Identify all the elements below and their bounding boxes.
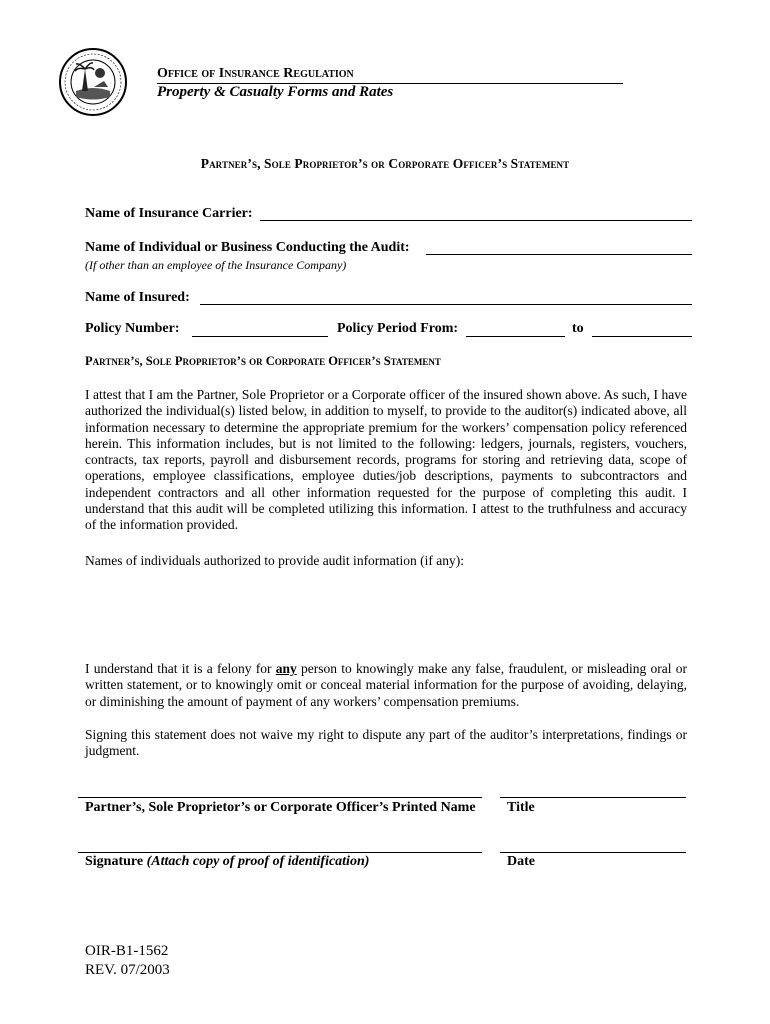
conductor-label: Name of Individual or Business Conducting the Audit: xyxy=(85,240,410,255)
date-line[interactable] xyxy=(500,852,686,853)
signature-label: Signature (Attach copy of proof of identification) xyxy=(85,854,370,869)
title-line[interactable] xyxy=(500,797,686,798)
names-authorized-paragraph: Names of individuals authorized to provide audit information (if any): xyxy=(85,553,465,568)
printed-name-label: Partner’s, Sole Proprietor’s or Corporate Officer’s Printed Name xyxy=(85,800,476,815)
date-label: Date xyxy=(507,854,535,869)
policy-from-input-line[interactable] xyxy=(466,336,565,337)
form-revision: REV. 07/2003 xyxy=(85,962,170,978)
printed-name-line[interactable] xyxy=(78,797,482,798)
title-label: Title xyxy=(507,800,535,815)
attest-paragraph: I attest that I am the Partner, Sole Proprietor or a Corporate officer of the insured shown above. As such, I have authorized the individual(s) listed below, in addition to myself, to provide to the auditor(s) indicated above, all information necessary to determine the appropriate premium for the workers’ compensation policy referenced herein. This information includes, but is not limited to the following: ledgers, journals, registers, vouchers, contracts, tax reports, payroll and disbursement records, programs for storing and retrieving data, scope of operations, employee classifications, employee duties/job descriptions, payments to subcontractors and independent contractors and all other information requested for the purpose of completing this audit. I understand that this audit will be completed utilizing this information. I attest to the truthfulness and accuracy of the information provided. xyxy=(85,387,687,533)
policy-number-input-line[interactable] xyxy=(192,336,328,337)
felony-paragraph: I understand that it is a felony for any person to knowingly make any false, fraudulent, or misleading oral or written statement, or to knowingly omit or conceal material information for the purpose of avoiding, delaying, or diminishing the amount of payment of any workers’ compensation premiums. xyxy=(85,661,688,709)
conductor-input-line[interactable] xyxy=(426,254,692,255)
state-seal-logo xyxy=(58,47,128,117)
signature-note: (Attach copy of proof of identification) xyxy=(146,854,370,869)
signing-paragraph: Signing this statement does not waive my right to dispute any part of the auditor’s interpretations, findings or judgment. xyxy=(85,727,687,759)
policy-to-input-line[interactable] xyxy=(592,336,692,337)
office-header: Office of Insurance Regulation xyxy=(157,66,623,84)
policy-to-label: to xyxy=(572,321,584,336)
form-title: Partner’s, Sole Proprietor’s or Corporate Officer’s Statement xyxy=(200,156,570,171)
conductor-note: (If other than an employee of the Insurance Company) xyxy=(85,258,347,272)
form-id: OIR-B1-1562 xyxy=(85,943,169,959)
signature-line[interactable] xyxy=(78,852,482,853)
insured-label: Name of Insured: xyxy=(85,290,190,305)
office-subtitle: Property & Casualty Forms and Rates xyxy=(157,84,394,100)
felony-emphasis: any xyxy=(275,661,297,676)
form-footer xyxy=(85,942,170,980)
policy-number-label: Policy Number: xyxy=(85,321,180,336)
policy-period-label: Policy Period From: xyxy=(337,321,459,336)
insured-input-line[interactable] xyxy=(200,304,692,305)
section-title: Partner’s, Sole Proprietor’s or Corporate Officer’s Statement xyxy=(85,354,441,368)
carrier-input-line[interactable] xyxy=(260,220,692,221)
carrier-label: Name of Insurance Carrier: xyxy=(85,206,253,221)
